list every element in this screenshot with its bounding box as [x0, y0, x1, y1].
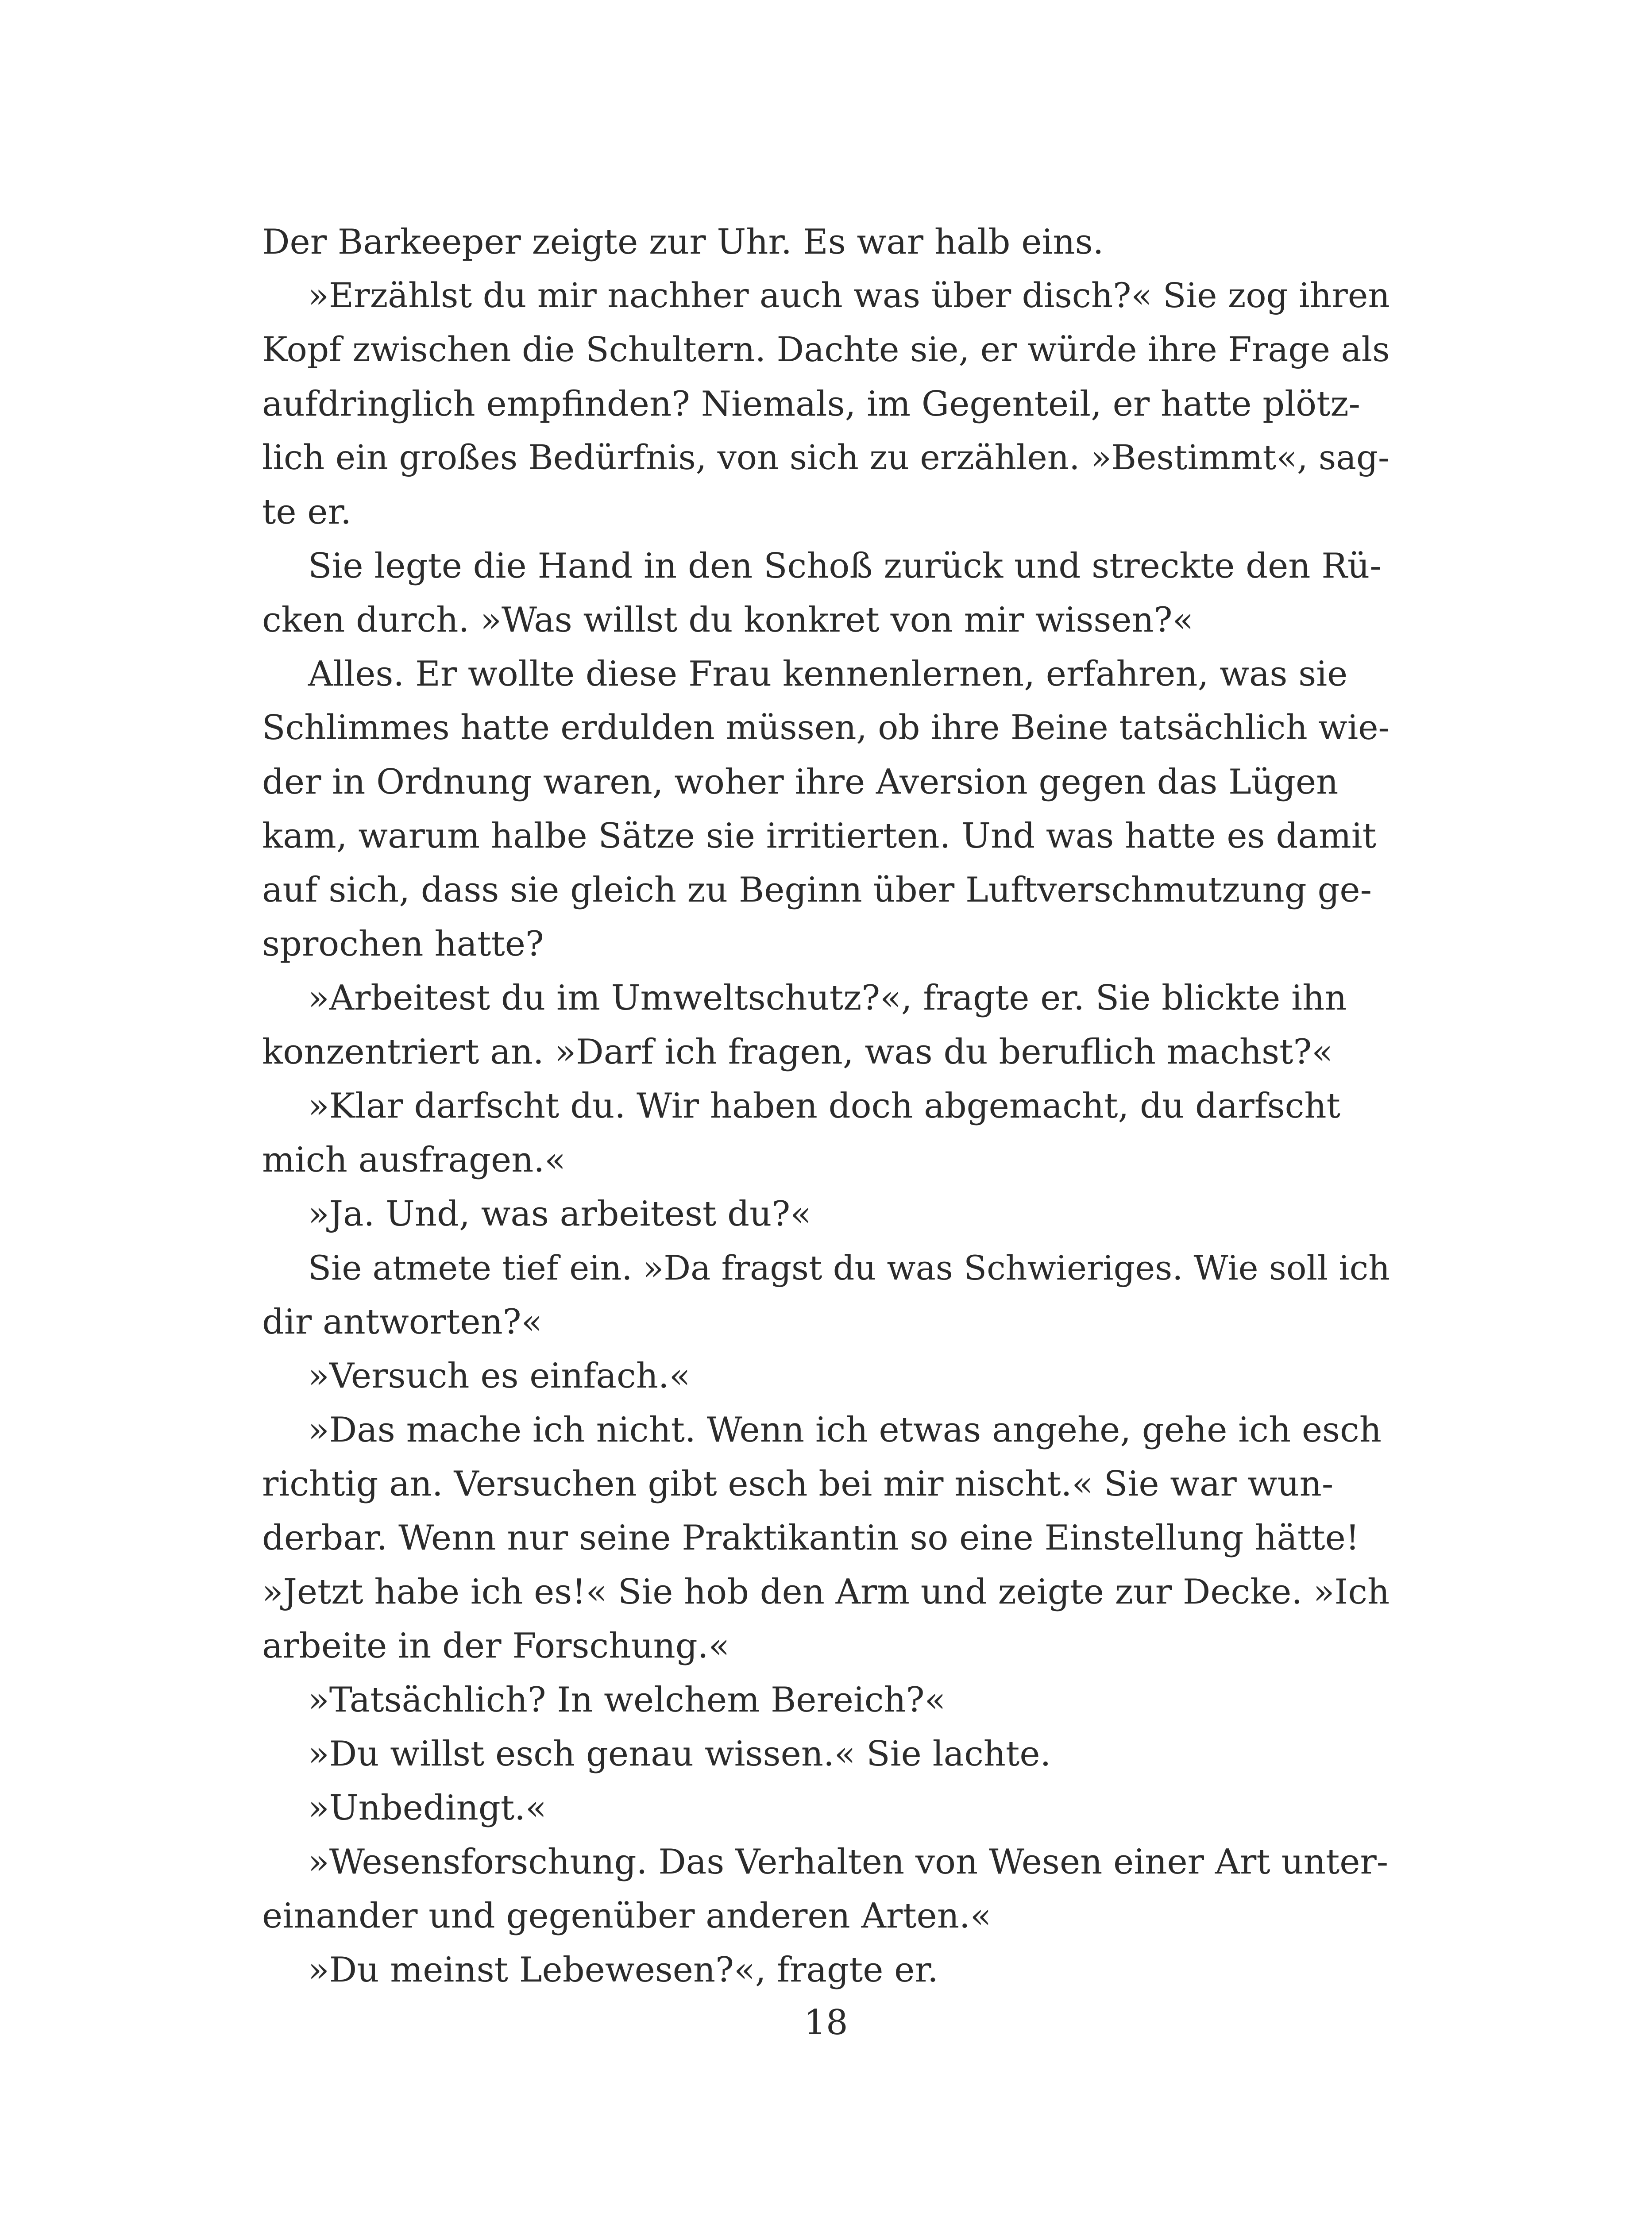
text-line: Alles. Er wollte diese Frau kennenlernen, erfahren, was sie [308, 654, 1348, 694]
text-line: derbar. Wenn nur seine Praktikantin so eine Einstellung hätte! [262, 1518, 1360, 1558]
text-line: »Du willst esch genau wissen.« Sie lachte. [308, 1734, 1051, 1774]
text-line: lich ein großes Bedürfnis, von sich zu erzählen. »Bestimmt«, sag- [262, 438, 1390, 478]
text-line: auf sich, dass sie gleich zu Beginn über Luftverschmutzung ge- [262, 870, 1372, 910]
text-line: »Ja. Und, was arbeitest du?« [308, 1194, 811, 1234]
text-line: »Arbeitest du im Umweltschutz?«, fragte er. Sie blickte ihn [308, 978, 1347, 1018]
text-line: konzentriert an. »Darf ich fragen, was du beruflich machst?« [262, 1032, 1333, 1072]
body-text [262, 215, 1390, 1997]
text-line: aufdringlich empfinden? Niemals, im Gegenteil, er hatte plötz- [262, 384, 1360, 424]
text-line: te er. [262, 492, 351, 532]
text-line: kam, warum halbe Sätze sie irritierten. Und was hatte es damit [262, 816, 1377, 856]
text-line: Schlimmes hatte erdulden müssen, ob ihre Beine tatsächlich wie- [262, 708, 1390, 748]
text-line: arbeite in der Forschung.« [262, 1626, 730, 1666]
text-line: richtig an. Versuchen gibt esch bei mir nischt.« Sie war wun- [262, 1464, 1334, 1504]
text-line: cken durch. »Was willst du konkret von mir wissen?« [262, 600, 1194, 640]
text-line: »Unbedingt.« [308, 1788, 547, 1828]
text-line: sprochen hatte? [262, 924, 544, 964]
text-line: Sie atmete tief ein. »Da fragst du was Schwieriges. Wie soll ich [308, 1248, 1390, 1288]
text-line: »Jetzt habe ich es!« Sie hob den Arm und zeigte zur Decke. »Ich [262, 1572, 1390, 1612]
page-number: 18 [804, 2003, 848, 2043]
text-line: »Klar darfscht du. Wir haben doch abgemacht, du darfscht [308, 1086, 1340, 1126]
text-line: einander und gegenüber anderen Arten.« [262, 1896, 992, 1936]
text-line: »Versuch es einfach.« [308, 1356, 691, 1396]
text-line: »Du meinst Lebewesen?«, fragte er. [308, 1950, 938, 1990]
text-line: der in Ordnung waren, woher ihre Aversion gegen das Lügen [262, 762, 1339, 802]
text-line: mich ausfragen.« [262, 1140, 566, 1180]
text-line: Sie legte die Hand in den Schoß zurück und streckte den Rü- [308, 546, 1382, 586]
text-line: »Tatsächlich? In welchem Bereich?« [308, 1680, 946, 1720]
text-line: dir antworten?« [262, 1302, 543, 1342]
text-line: »Erzählst du mir nachher auch was über disch?« Sie zog ihren [308, 276, 1390, 316]
text-line: Kopf zwischen die Schultern. Dachte sie, er würde ihre Frage als [262, 330, 1390, 370]
text-line: »Das mache ich nicht. Wenn ich etwas angehe, gehe ich esch [308, 1410, 1382, 1450]
text-line: »Wesensforschung. Das Verhalten von Wesen einer Art unter- [308, 1842, 1389, 1882]
text-line: Der Barkeeper zeigte zur Uhr. Es war halb eins. [262, 222, 1104, 262]
